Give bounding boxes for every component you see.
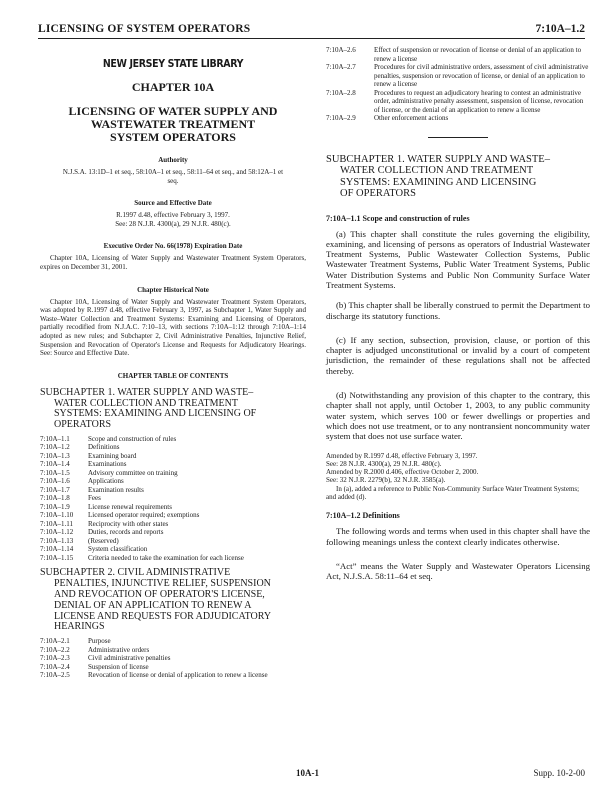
toc-num: 7:10A–2.8: [326, 88, 356, 97]
toc-row[interactable]: [40, 537, 244, 546]
toc-title: Licensed operator required; exemptions: [88, 511, 200, 520]
toc-num: 7:10A–1.13: [40, 536, 74, 545]
paragraph-d: (d) Notwithstanding any provision of this chapter to the contrary, this chapter shall not apply, until October 1, 2003, to any public community water system, which serves 100 or fewer dwellings or properties and which does not use treatment, or to any nontransient noncommunity water system that does not use surface water.: [326, 390, 590, 442]
toc-sub2-line: LICENSE AND REQUESTS FOR ADJUDICATORY: [54, 610, 272, 622]
toc-title: System classification: [88, 545, 148, 554]
toc-title: Examinations: [88, 460, 127, 469]
toc-subchapter-2-heading: [40, 568, 306, 633]
toc-row[interactable]: [40, 460, 244, 469]
toc-num: 7:10A–2.9: [326, 114, 356, 122]
toc-row[interactable]: [40, 494, 244, 503]
source-heading: Source and Effective Date: [134, 199, 212, 208]
left-column: [40, 52, 306, 686]
toc-row[interactable]: [40, 637, 268, 646]
header-right: 7:10A–1.2: [535, 23, 585, 35]
toc-row[interactable]: [40, 520, 244, 529]
exec-order-heading: Executive Order No. 66(1978) Expiration Date: [103, 242, 243, 251]
toc-row[interactable]: [40, 477, 244, 486]
toc-num: 7:10A–2.2: [40, 645, 70, 654]
toc-num: 7:10A–2.7: [326, 63, 356, 71]
section-heading-1-1: 7:10A–1.1 Scope and construction of rules: [326, 213, 470, 223]
toc-num: 7:10A–1.11: [40, 519, 73, 528]
toc-title: Procedures to request an adjudicatory hearing to contest an administrative order, administrative penalty assessment, suspension of license, revocation of license, or the denial of an application to renew a license: [374, 88, 584, 114]
toc-heading: CHAPTER TABLE OF CONTENTS: [117, 371, 229, 380]
toc-sub2-line: PENALTIES, INJUNCTIVE RELIEF, SUSPENSION: [54, 578, 271, 590]
toc-title: Advisory committee on training: [88, 468, 178, 477]
toc-sub2-line: SUBCHAPTER 2. CIVIL ADMINISTRATIVE: [40, 567, 231, 579]
page-number: 10A-1: [296, 768, 319, 778]
toc-num: 7:10A–1.8: [40, 494, 70, 503]
toc-sub1-line: WATER COLLECTION AND TREATMENT: [54, 397, 238, 409]
toc-num: 7:10A–2.6: [326, 46, 356, 54]
toc-row[interactable]: [40, 654, 268, 663]
toc-title: Fees: [88, 494, 101, 503]
toc-row[interactable]: [40, 435, 244, 444]
toc-row[interactable]: [326, 46, 590, 63]
supplement-date: Supp. 10-2-00: [533, 768, 585, 778]
toc-num: 7:10A–1.12: [40, 528, 74, 537]
toc-num: 7:10A–1.10: [40, 511, 74, 520]
toc-row[interactable]: [40, 646, 268, 655]
toc-sub1-line: OPERATORS: [54, 419, 112, 431]
toc-title: (Reserved): [88, 536, 119, 545]
section-divider: [428, 137, 488, 138]
history-text: Chapter 10A, Licensing of Water Supply and Wastewater Treatment System Operators, was adopted by R.1997 d.48, effective February 3, 1997, as Subchapter 1, Water Supply and Waste–Water Collection and Treatment Systems: Examining and Licensing of Operators, partially recodified from N.J.A.C. 7:10–13, with sections 7:10A–1:12 through 7:10A–1:14 adopted as new rules; and Subchapter 2, Civil Administrative Penalties, Injunctive Relief, Suspension and Revocation of Operator's License and Requests for Adjudicatory Hearings. See: Source and Effective Date.: [40, 297, 306, 358]
toc-num: 7:10A–1.9: [40, 502, 70, 511]
source-text: R.1997 d.48, effective February 3, 1997.: [116, 211, 230, 220]
toc-title: Criteria needed to take the examination for each license: [88, 553, 244, 562]
toc-title: Effect of suspension or revocation of license or denial of an application to renew a license: [374, 46, 582, 63]
amendment-line: See: 28 N.J.R. 4300(a), 29 N.J.R. 480(c).: [326, 459, 442, 468]
running-header: [38, 20, 585, 39]
subchapter-line: WATER COLLECTION AND TREATMENT: [340, 165, 534, 176]
toc-row[interactable]: [40, 545, 244, 554]
toc-title: Purpose: [88, 637, 111, 646]
toc-row[interactable]: [326, 89, 590, 115]
toc-row[interactable]: [40, 511, 244, 520]
exec-order-text: Chapter 10A, Licensing of Water Supply and Wastewater Treatment System Operators, expires on December 31, 2001.: [40, 254, 306, 271]
chapter-label: CHAPTER 10A: [131, 80, 215, 94]
toc-row[interactable]: [40, 554, 244, 563]
header-left: LICENSING OF SYSTEM OPERATORS: [38, 23, 251, 35]
toc-sub2-line: HEARINGS: [54, 621, 105, 633]
subchapter-line: OF OPERATORS: [340, 188, 416, 199]
toc-title: Civil administrative penalties: [88, 654, 171, 663]
toc-title: Other enforcement actions: [374, 114, 449, 122]
toc-row[interactable]: [40, 486, 244, 495]
amendment-line: Amended by R.1997 d.48, effective February 3, 1997.: [326, 451, 478, 460]
toc-sub2-line: DENIAL OF AN APPLICATION TO RENEW A: [54, 599, 252, 611]
toc-num: 7:10A–1.1: [40, 434, 70, 443]
toc-subchapter-1-heading: [40, 388, 306, 431]
toc-title: Scope and construction of rules: [88, 434, 177, 443]
toc-row[interactable]: [40, 443, 244, 452]
history-heading: Chapter Historical Note: [137, 285, 209, 294]
toc-row[interactable]: [40, 671, 268, 680]
amendment-line: Amended by R.2000 d.406, effective October 2, 2000.: [326, 468, 479, 477]
toc-row[interactable]: [326, 63, 590, 89]
toc-title: Reciprocity with other states: [88, 519, 169, 528]
toc-num: 7:10A–1.4: [40, 460, 70, 469]
paragraph-c: (c) If any section, subsection, provision, clause, or portion of this chapter is adjudged unconstitutional or invalid by a court of competent jurisdiction, the remainder of these regulations shall not be affected thereby.: [326, 334, 590, 376]
toc-num: 7:10A–1.5: [40, 468, 70, 477]
right-column: [326, 46, 590, 592]
toc-title: Procedures for civil administrative orders, assessment of civil administrative penalties, suspension or revocation of license, or denial of an application to renew a license: [374, 63, 589, 88]
toc-num: 7:10A–2.5: [40, 671, 70, 680]
toc-sub2-line: AND REVOCATION OF OPERATOR'S LICENSE,: [54, 589, 265, 600]
subchapter-line: SUBCHAPTER 1. WATER SUPPLY AND WASTE–: [326, 153, 550, 165]
paragraph-b: (b) This chapter shall be liberally construed to permit the Department to discharge its statutory functions.: [326, 300, 590, 321]
authority-text: N.J.S.A. 13:1D–1 et seq., 58:10A–1 et seq., 58:11–64 et seq., and 58:12A–1 et seq.: [62, 168, 284, 185]
toc-num: 7:10A–1.3: [40, 451, 70, 460]
toc-num: 7:10A–2.3: [40, 654, 70, 663]
amendment-line: See: 32 N.J.R. 2279(b), 32 N.J.R. 3585(a).: [326, 476, 446, 485]
toc-title: Definitions: [88, 443, 120, 452]
toc-row[interactable]: [40, 528, 244, 537]
toc-title: Examination results: [88, 485, 144, 494]
chapter-title-line: SYSTEM OPERATORS: [110, 130, 236, 144]
amendment-note: In (a), added a reference to Public Non-Community Surface Water Treatment Systems; and added (d).: [326, 484, 580, 502]
toc-row[interactable]: [40, 469, 244, 478]
toc-sub1-line: SUBCHAPTER 1. WATER SUPPLY AND WASTE–: [40, 386, 254, 398]
toc-num: 7:10A–2.4: [40, 662, 70, 671]
toc-subchapter-2-list: [40, 637, 268, 680]
toc-num: 7:10A–1.15: [40, 553, 74, 562]
toc-title: Suspension of license: [88, 662, 149, 671]
toc-row[interactable]: [40, 452, 244, 461]
chapter-title: [40, 105, 306, 144]
toc-num: 7:10A–2.1: [40, 637, 70, 646]
toc-num: 7:10A–1.2: [40, 443, 70, 452]
authority-heading: Authority: [158, 156, 188, 164]
toc-title: Duties, records and reports: [88, 528, 164, 537]
toc-row[interactable]: [40, 503, 244, 512]
amendment-history: [326, 452, 590, 502]
toc-subchapter-1-list: [40, 435, 244, 563]
paragraph-a: (a) This chapter shall constitute the rules governing the eligibility, examining, and licensing of persons as operators of Industrial Wastewater Treatment Systems, Public Wastewater Collection Systems, Public Wastewater Treatment Systems, Public Water Treatment Systems, Public Water Distribution Systems and Public Non Community Surface Water Treatment Systems.: [326, 228, 590, 290]
toc-title: Revocation of license or denial of application to renew a license: [88, 671, 268, 680]
toc-num: 7:10A–1.6: [40, 477, 70, 486]
toc-num: 7:10A–1.7: [40, 485, 70, 494]
subchapter-line: SYSTEMS: EXAMINING AND LICENSING: [340, 176, 537, 188]
toc-title: Administrative orders: [88, 645, 150, 654]
definition-act: “Act” means the Water Supply and Wastewater Operators Licensing Act, N.J.S.A. 58:11–64 et seq.: [326, 560, 590, 582]
toc-title: Examining board: [88, 451, 137, 460]
chapter-title-line: WASTEWATER TREATMENT: [90, 117, 256, 131]
toc-row[interactable]: [326, 114, 590, 123]
chapter-title-line: LICENSING OF WATER SUPPLY AND: [68, 104, 278, 118]
subchapter-1-heading: [326, 154, 590, 200]
section-heading-1-2: 7:10A–1.2 Definitions: [326, 511, 400, 521]
toc-sub1-line: SYSTEMS: EXAMINING AND LICENSING OF: [54, 408, 257, 420]
toc-title: Applications: [88, 477, 124, 486]
source-see: See: 28 N.J.R. 4300(a), 29 N.J.R. 480(c).: [115, 219, 231, 228]
toc-title: License renewal requirements: [88, 502, 172, 511]
toc-row[interactable]: [40, 663, 268, 672]
toc-num: 7:10A–1.14: [40, 545, 74, 554]
library-stamp: NEW JERSEY STATE LIBRARY: [102, 58, 244, 70]
toc-subchapter-2-list-continued: [326, 46, 590, 123]
definitions-intro: The following words and terms when used in this chapter shall have the following meanings unless the context clearly indicates otherwise.: [326, 526, 590, 547]
